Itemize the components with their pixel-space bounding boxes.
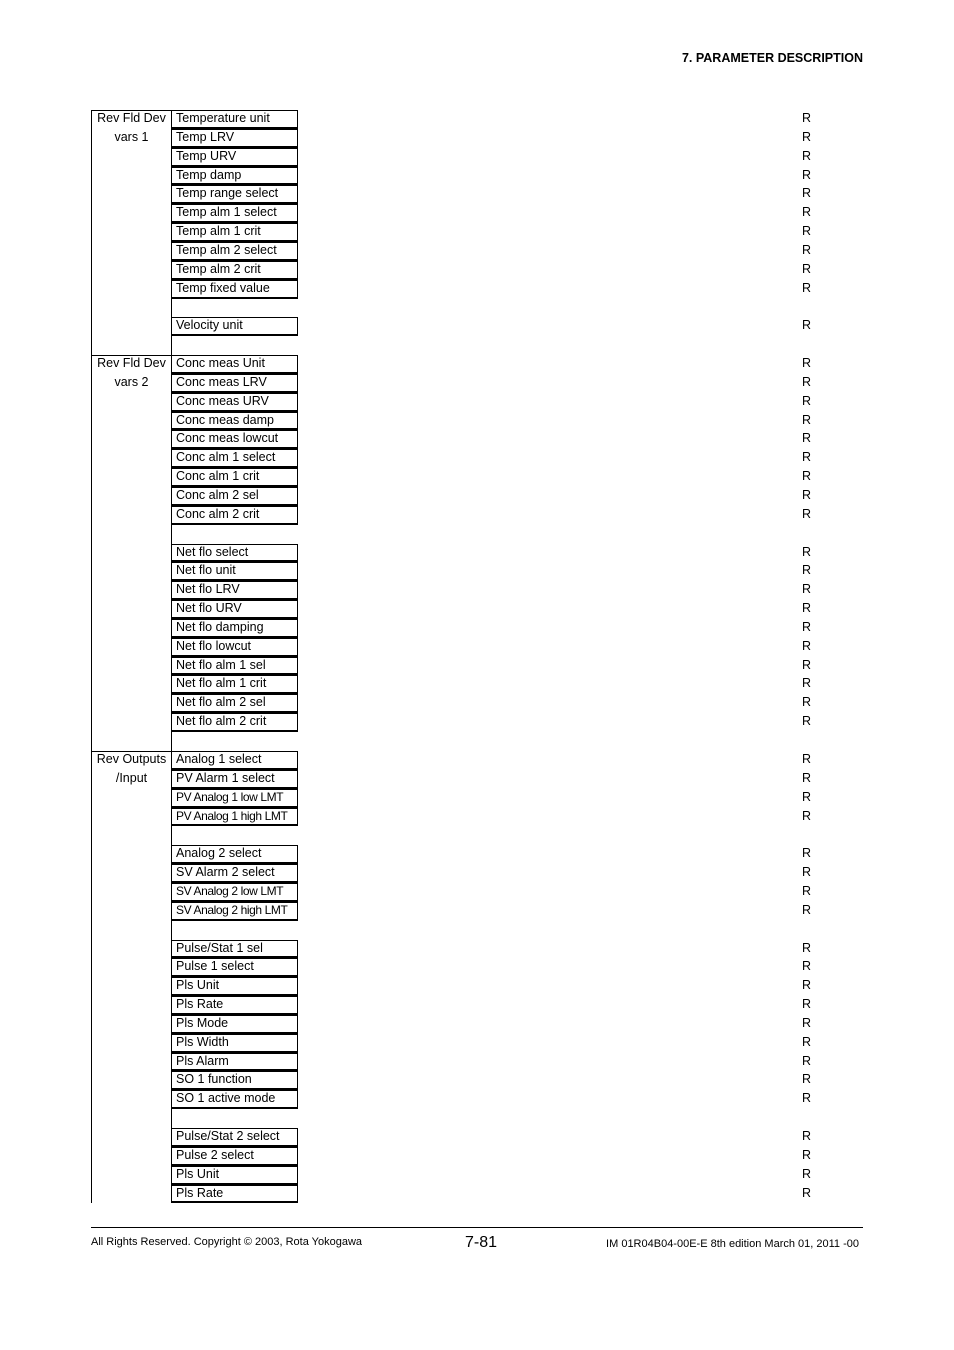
- parameter-cell: Net flo alm 2 crit: [171, 713, 298, 732]
- group-label: [91, 109, 172, 147]
- group-label-line: Rev Fld Dev: [97, 356, 166, 370]
- access-mode: R: [802, 262, 812, 276]
- access-mode: R: [802, 205, 812, 219]
- group-cell: [91, 751, 171, 1203]
- parameter-cell: Pulse 1 select: [171, 958, 298, 977]
- access-mode: R: [802, 809, 812, 823]
- access-mode: R: [802, 488, 812, 502]
- access-mode: R: [802, 1035, 812, 1049]
- parameter-cell: Net flo alm 2 sel: [171, 694, 298, 713]
- access-mode: R: [802, 130, 812, 144]
- access-mode: R: [802, 695, 812, 709]
- group-label-line: Rev Fld Dev: [97, 111, 166, 125]
- parameter-cell: SO 1 function: [171, 1071, 298, 1090]
- access-mode: R: [802, 601, 812, 615]
- parameter-cell: Pulse 2 select: [171, 1147, 298, 1166]
- access-mode: R: [802, 413, 812, 427]
- access-mode: R: [802, 1072, 812, 1086]
- access-mode: R: [802, 714, 812, 728]
- group-cell: [91, 355, 171, 751]
- access-mode: R: [802, 318, 812, 332]
- parameter-cell: Temp range select: [171, 185, 298, 204]
- access-mode: R: [802, 356, 812, 370]
- parameter-cell: SV Analog 2 high LMT: [171, 902, 298, 921]
- access-mode: R: [802, 469, 812, 483]
- access-mode: R: [802, 620, 812, 634]
- footer-divider: [91, 1227, 863, 1228]
- access-mode: R: [802, 224, 812, 238]
- parameter-cell: Temp alm 1 crit: [171, 223, 298, 242]
- access-mode: R: [802, 281, 812, 295]
- access-mode: R: [802, 1054, 812, 1068]
- parameter-cell: Conc meas lowcut: [171, 430, 298, 449]
- parameter-cell: Net flo alm 1 sel: [171, 657, 298, 675]
- group-label: [91, 354, 172, 392]
- parameter-cell: Analog 1 select: [171, 751, 298, 770]
- parameter-cell: Conc meas URV: [171, 393, 298, 412]
- parameter-cell: Net flo unit: [171, 562, 298, 581]
- parameter-cell: SO 1 active mode: [171, 1090, 298, 1109]
- parameter-cell: Pls Alarm: [171, 1053, 298, 1071]
- access-mode: R: [802, 1091, 812, 1105]
- parameter-cell: Pls Unit: [171, 977, 298, 996]
- parameter-cell: Temp alm 1 select: [171, 204, 298, 223]
- access-mode: R: [802, 884, 812, 898]
- section-header: 7. PARAMETER DESCRIPTION: [681, 51, 863, 65]
- access-mode: R: [802, 941, 812, 955]
- access-mode: R: [802, 563, 812, 577]
- access-mode: R: [802, 582, 812, 596]
- access-mode: R: [802, 1129, 812, 1143]
- access-mode: R: [802, 658, 812, 672]
- parameter-cell: Net flo URV: [171, 600, 298, 619]
- document-id: IM 01R04B04-00E-E 8th edition March 01, 2011 -00: [606, 1238, 859, 1250]
- access-mode: R: [802, 790, 812, 804]
- access-mode: R: [802, 1186, 812, 1200]
- access-mode: R: [802, 186, 812, 200]
- access-mode: R: [802, 1016, 812, 1030]
- parameter-cell: Pulse/Stat 2 select: [171, 1128, 298, 1147]
- access-mode: R: [802, 865, 812, 879]
- parameter-cell: Conc alm 2 crit: [171, 506, 298, 525]
- parameter-cell: Conc meas damp: [171, 412, 298, 430]
- parameter-cell: SV Alarm 2 select: [171, 864, 298, 883]
- group-label-line: Rev Outputs: [96, 752, 167, 766]
- parameter-cell: PV Analog 1 low LMT: [171, 789, 298, 808]
- parameter-cell: Net flo damping: [171, 619, 298, 638]
- access-mode: R: [802, 978, 812, 992]
- parameter-cell: Pls Rate: [171, 1185, 298, 1203]
- parameter-cell: Velocity unit: [171, 317, 298, 336]
- access-mode: R: [802, 959, 812, 973]
- parameter-cell: Pls Rate: [171, 996, 298, 1015]
- group-label-line: vars 1: [114, 130, 149, 144]
- access-mode: R: [802, 450, 812, 464]
- access-mode: R: [802, 997, 812, 1011]
- parameter-cell: PV Analog 1 high LMT: [171, 808, 298, 826]
- access-mode: R: [802, 846, 812, 860]
- page-number: 7-81: [465, 1234, 498, 1251]
- access-mode: R: [802, 1167, 812, 1181]
- parameter-cell: Temperature unit: [171, 110, 298, 129]
- parameter-cell: Conc meas LRV: [171, 374, 298, 393]
- parameter-cell: Temp URV: [171, 148, 298, 167]
- parameter-cell: SV Analog 2 low LMT: [171, 883, 298, 902]
- parameter-cell: Pls Unit: [171, 1166, 298, 1185]
- parameter-cell: Net flo alm 1 crit: [171, 675, 298, 694]
- parameter-cell: Conc alm 1 select: [171, 449, 298, 468]
- parameter-cell: Net flo select: [171, 544, 298, 562]
- group-label-line: /Input: [115, 771, 148, 785]
- parameter-cell: Temp damp: [171, 167, 298, 185]
- parameter-cell: Conc meas Unit: [171, 355, 298, 374]
- access-mode: R: [802, 752, 812, 766]
- access-mode: R: [802, 168, 812, 182]
- parameter-cell: Conc alm 1 crit: [171, 468, 298, 487]
- parameter-cell: Temp alm 2 crit: [171, 261, 298, 280]
- parameter-cell: Net flo lowcut: [171, 638, 298, 657]
- parameter-cell: Pulse/Stat 1 sel: [171, 940, 298, 958]
- parameter-cell: PV Alarm 1 select: [171, 770, 298, 789]
- parameter-cell: Temp fixed value: [171, 280, 298, 299]
- parameter-cell: Net flo LRV: [171, 581, 298, 600]
- access-mode: R: [802, 243, 812, 257]
- parameter-cell: Pls Mode: [171, 1015, 298, 1034]
- parameter-cell: Conc alm 2 sel: [171, 487, 298, 506]
- group-label-line: vars 2: [114, 375, 149, 389]
- access-mode: R: [802, 639, 812, 653]
- access-mode: R: [802, 375, 812, 389]
- group-label: [91, 750, 172, 788]
- parameter-cell: Pls Width: [171, 1034, 298, 1053]
- access-mode: R: [802, 545, 812, 559]
- access-mode: R: [802, 676, 812, 690]
- access-mode: R: [802, 1148, 812, 1162]
- parameter-cell: Temp alm 2 select: [171, 242, 298, 261]
- parameter-cell: Analog 2 select: [171, 845, 298, 864]
- access-mode: R: [802, 771, 812, 785]
- access-mode: R: [802, 149, 812, 163]
- access-mode: R: [802, 507, 812, 521]
- copyright-text: All Rights Reserved. Copyright © 2003, Rota Yokogawa: [91, 1236, 363, 1248]
- access-mode: R: [802, 111, 812, 125]
- access-mode: R: [802, 394, 812, 408]
- access-mode: R: [802, 431, 812, 445]
- parameter-cell: Temp LRV: [171, 129, 298, 148]
- access-mode: R: [802, 903, 812, 917]
